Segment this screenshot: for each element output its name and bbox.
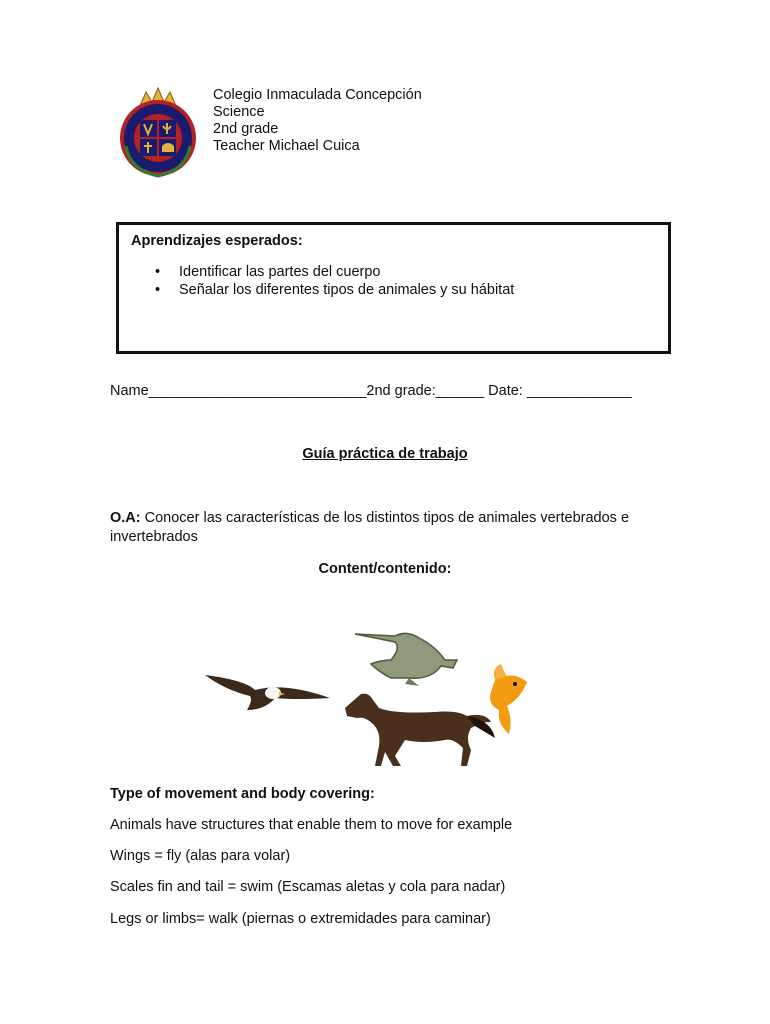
movement-title: Type of movement and body covering: [110,786,375,802]
school-name: Colegio Inmaculada Concepción [213,87,422,103]
eagle-icon [205,675,330,710]
objective-text: Conocer las características de los distintos tipos de animales vertebrados e invertebrados [110,510,630,545]
movement-paragraph: Animals have structures that enable them to move for example [110,817,513,833]
list-item: • Señalar los diferentes tipos de animales y su hábitat [155,281,514,299]
subject: Science [213,104,265,120]
fish-icon [490,664,527,734]
guide-title: Guía práctica de trabajo [302,446,468,462]
learning-objective [110,509,670,547]
teacher-name: Teacher Michael Cuica [213,138,360,154]
objectives-title: Aprendizajes esperados: [131,233,303,249]
content-title: Content/contenido: [318,561,452,577]
grade: 2nd grade [213,121,279,137]
objectives-box [116,222,671,354]
name-grade-date-line: Name___________________________2nd grade:______ Date: _____________ [110,383,632,399]
crocodile-icon [355,633,457,686]
movement-paragraph: Wings = fly (alas para volar) [110,848,291,864]
school-crest-icon [116,86,200,182]
animals-illustration [195,620,555,770]
objective-label: O.A: [110,510,141,526]
horse-icon [345,694,495,766]
movement-paragraph: Legs or limbs= walk (piernas o extremidades para caminar) [110,911,491,927]
objectives-list [155,263,514,299]
movement-paragraph: Scales fin and tail = swim (Escamas aletas y cola para nadar) [110,879,506,895]
list-item: • Identificar las partes del cuerpo [155,263,514,281]
school-header [213,87,422,155]
